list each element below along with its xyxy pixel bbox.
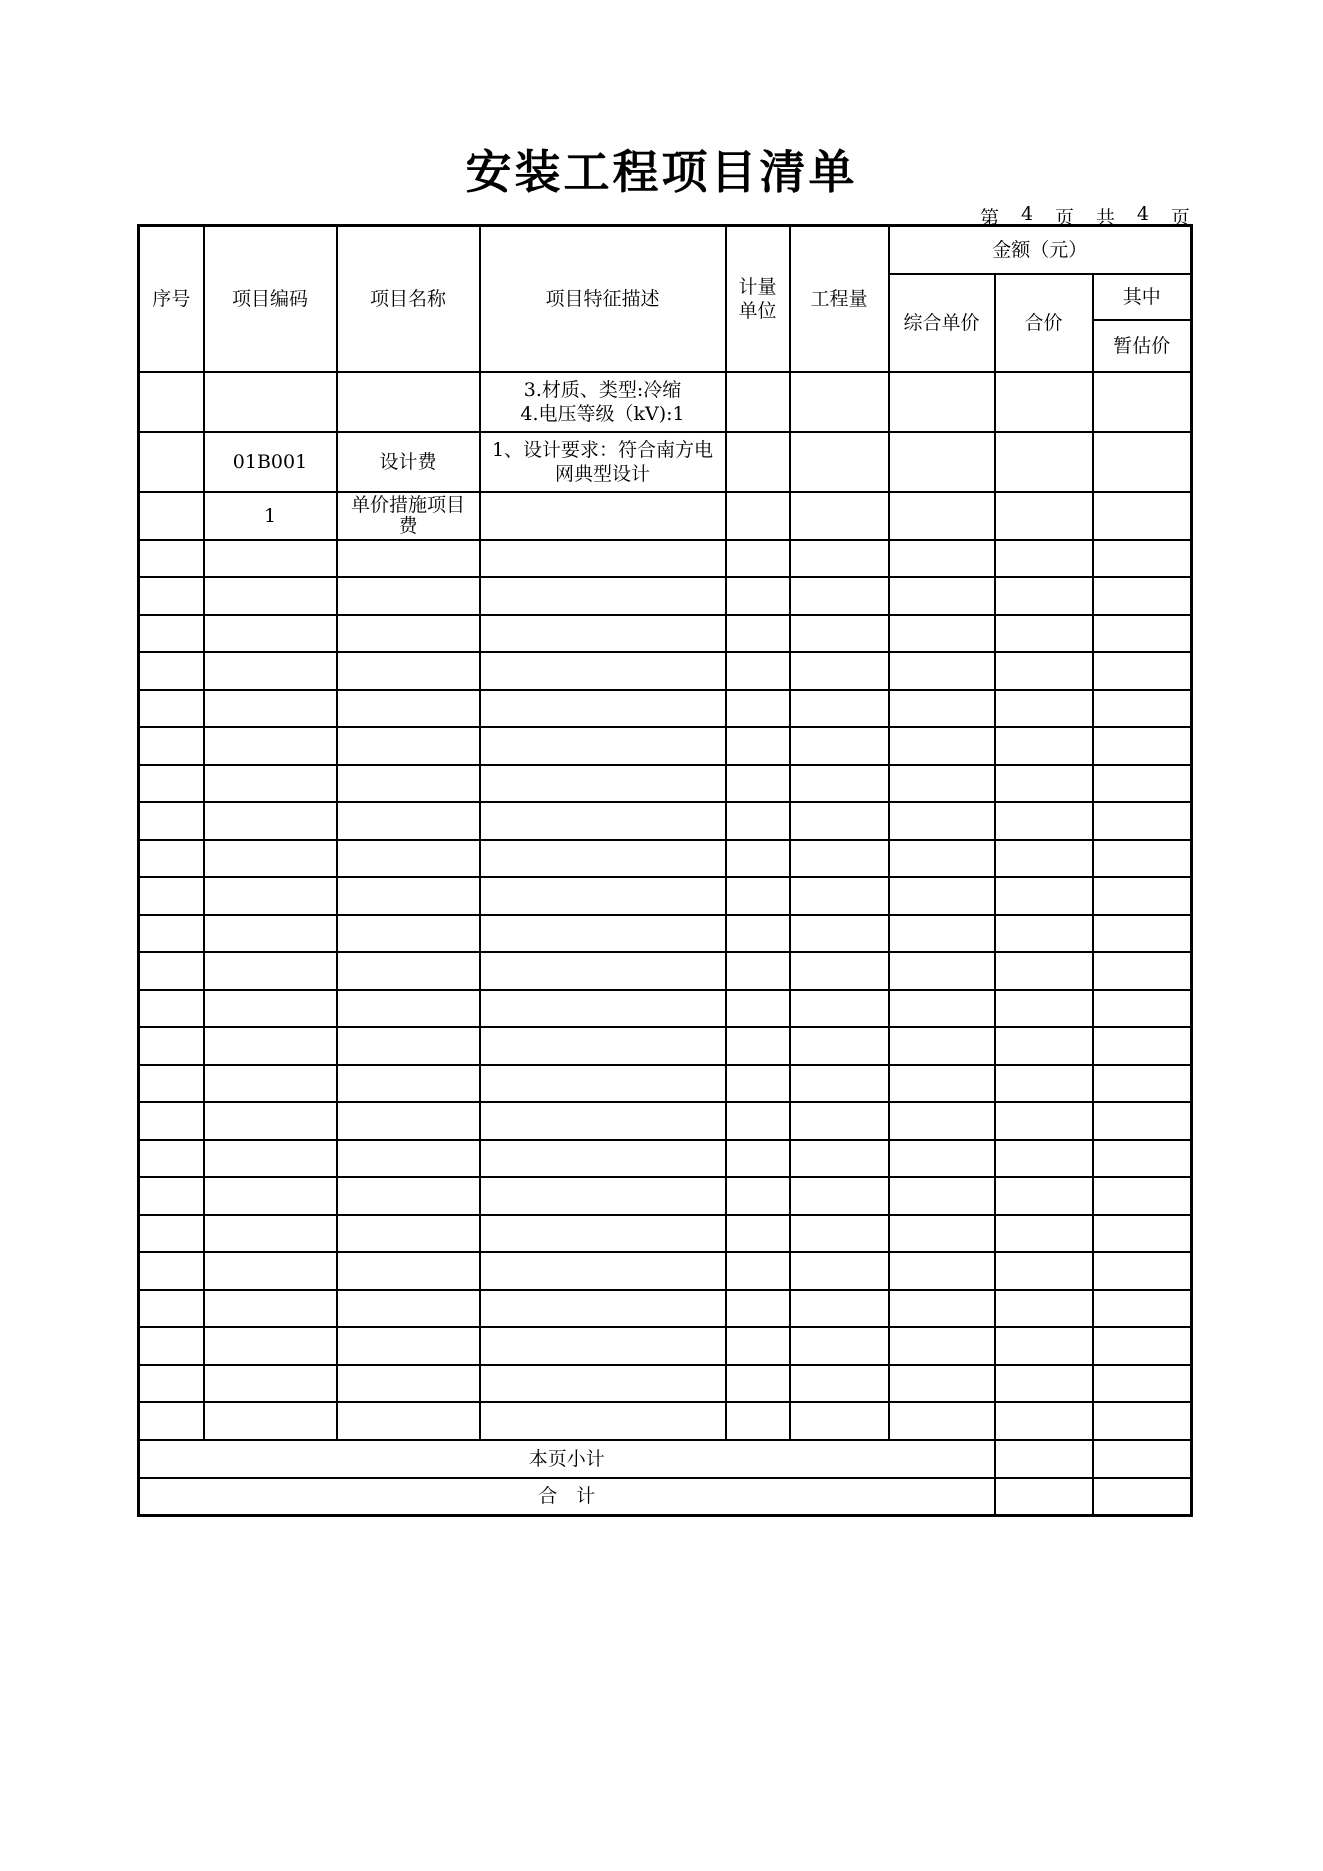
empty-cell [139,877,204,915]
empty-cell [1093,1027,1192,1065]
empty-cell [889,1365,995,1403]
empty-cell [889,1177,995,1215]
name-line: 费 [398,514,418,537]
empty-cell [337,690,480,728]
empty-row [139,540,1192,578]
empty-cell [889,540,995,578]
empty-cell [139,1177,204,1215]
empty-cell [1093,1402,1192,1440]
empty-cell [204,915,337,953]
empty-cell [337,1365,480,1403]
empty-cell [995,1177,1093,1215]
table-row [139,432,1192,492]
page-mid1: 页 [1054,207,1074,229]
empty-cell [790,577,889,615]
empty-row [139,690,1192,728]
empty-cell [790,765,889,803]
empty-cell [889,802,995,840]
empty-cell [480,727,726,765]
empty-cell [1093,1365,1192,1403]
empty-cell [995,952,1093,990]
header-name: 项目名称 [337,226,480,372]
empty-cell [790,615,889,653]
empty-cell [480,1402,726,1440]
empty-cell [204,1402,337,1440]
empty-cell [337,1402,480,1440]
empty-cell [337,877,480,915]
empty-cell [337,765,480,803]
empty-cell [337,1140,480,1178]
empty-cell [889,1065,995,1103]
empty-cell [1093,990,1192,1028]
empty-cell [337,615,480,653]
empty-cell [726,765,790,803]
empty-cell [1093,802,1192,840]
empty-cell [139,1327,204,1365]
empty-cell [337,1215,480,1253]
desc-line: 3.材质、类型:冷缩 [523,378,682,401]
empty-cell [726,1327,790,1365]
empty-row [139,952,1192,990]
empty-cell [337,577,480,615]
empty-cell [480,990,726,1028]
empty-cell [726,990,790,1028]
empty-cell [1093,1290,1192,1328]
cell-code: 1 [204,492,337,540]
empty-cell [726,690,790,728]
table-row [139,492,1192,540]
empty-row [139,1252,1192,1290]
header-unit: 计量单位 [726,226,790,372]
empty-cell [204,1027,337,1065]
page-subtotal-provisional [1093,1440,1192,1478]
empty-row [139,1027,1192,1065]
cell-seq [139,432,204,492]
empty-cell [726,1365,790,1403]
empty-cell [726,1027,790,1065]
empty-cell [139,690,204,728]
empty-cell [480,1065,726,1103]
empty-cell [790,1327,889,1365]
empty-cell [790,652,889,690]
empty-row [139,915,1192,953]
empty-cell [337,727,480,765]
empty-cell [204,765,337,803]
empty-cell [995,990,1093,1028]
empty-cell [1093,1252,1192,1290]
empty-cell [995,915,1093,953]
empty-cell [790,1140,889,1178]
page-subtotal-value [995,1440,1093,1478]
empty-cell [480,915,726,953]
empty-cell [1093,727,1192,765]
empty-cell [1093,577,1192,615]
empty-cell [726,802,790,840]
empty-cell [790,1402,889,1440]
empty-cell [1093,540,1192,578]
empty-cell [889,1252,995,1290]
page-suffix: 页 [1170,207,1190,229]
empty-cell [790,877,889,915]
empty-cell [139,1215,204,1253]
empty-row [139,1327,1192,1365]
empty-cell [337,1252,480,1290]
empty-cell [995,540,1093,578]
empty-row [139,1402,1192,1440]
grand-total-label: 合 计 [139,1478,995,1516]
empty-cell [1093,1102,1192,1140]
empty-cell [790,1102,889,1140]
cell-name [337,372,480,432]
subtotal-row [139,1440,1192,1478]
empty-cell [480,577,726,615]
empty-cell [1093,1327,1192,1365]
empty-cell [726,915,790,953]
empty-cell [726,1140,790,1178]
empty-row [139,1102,1192,1140]
empty-row [139,840,1192,878]
header-qty: 工程量 [790,226,889,372]
empty-cell [995,577,1093,615]
empty-cell [726,540,790,578]
empty-cell [480,1365,726,1403]
empty-cell [480,690,726,728]
empty-cell [889,840,995,878]
empty-cell [337,1065,480,1103]
empty-cell [790,540,889,578]
empty-cell [480,840,726,878]
empty-cell [790,1252,889,1290]
empty-cell [480,877,726,915]
desc-line: 4.电压等级（kV):1 [520,402,685,425]
empty-cell [889,1215,995,1253]
empty-cell [204,1177,337,1215]
empty-cell [995,1290,1093,1328]
page-title: 安装工程项目清单 [465,145,858,199]
empty-cell [1093,1140,1192,1178]
empty-row [139,1290,1192,1328]
empty-cell [139,1027,204,1065]
page-prefix: 第 [980,207,1000,229]
empty-cell [139,802,204,840]
empty-cell [790,915,889,953]
empty-cell [480,1252,726,1290]
empty-cell [995,1402,1093,1440]
empty-cell [995,1215,1093,1253]
empty-cell [889,1402,995,1440]
empty-cell [726,1402,790,1440]
empty-cell [480,652,726,690]
empty-cell [337,952,480,990]
empty-cell [995,802,1093,840]
empty-cell [726,1065,790,1103]
empty-cell [337,1027,480,1065]
empty-cell [889,652,995,690]
empty-cell [726,652,790,690]
empty-cell [480,615,726,653]
empty-cell [726,1252,790,1290]
empty-cell [139,1402,204,1440]
empty-cell [204,577,337,615]
empty-cell [139,1252,204,1290]
cell-seq [139,492,204,540]
empty-cell [337,915,480,953]
empty-cell [480,1327,726,1365]
empty-cell [139,765,204,803]
empty-cell [337,802,480,840]
cell-code [204,372,337,432]
empty-cell [204,1102,337,1140]
empty-cell [204,1215,337,1253]
empty-cell [790,1065,889,1103]
empty-cell [204,690,337,728]
empty-cell [1093,840,1192,878]
empty-cell [139,840,204,878]
empty-cell [790,1215,889,1253]
empty-cell [337,540,480,578]
empty-cell [337,652,480,690]
empty-cell [204,1065,337,1103]
empty-cell [889,915,995,953]
page-subtotal-label: 本页小计 [139,1440,995,1478]
empty-cell [889,1140,995,1178]
empty-cell [204,652,337,690]
empty-cell [204,727,337,765]
cell-desc [480,372,726,432]
page-current: 4 [1020,203,1034,225]
empty-cell [889,765,995,803]
empty-cell [204,802,337,840]
header-total-price: 合价 [995,274,1093,372]
page-mid2: 共 [1095,207,1115,229]
empty-cell [995,1327,1093,1365]
empty-cell [337,1290,480,1328]
empty-cell [204,1365,337,1403]
empty-cell [139,952,204,990]
empty-cell [204,540,337,578]
empty-cell [726,727,790,765]
empty-cell [1093,952,1192,990]
header-amount: 金额（元） [889,226,1192,274]
header-of-which: 其中 [1093,274,1192,320]
empty-row [139,802,1192,840]
empty-row [139,727,1192,765]
empty-cell [204,1252,337,1290]
empty-cell [337,1177,480,1215]
empty-cell [790,990,889,1028]
header-provisional: 暂估价 [1093,320,1192,372]
empty-cell [204,1327,337,1365]
empty-cell [726,1102,790,1140]
empty-cell [995,765,1093,803]
table-row [139,372,1192,432]
empty-cell [995,1365,1093,1403]
empty-cell [139,915,204,953]
empty-cell [726,877,790,915]
header-unit-price: 综合单价 [889,274,995,372]
empty-row [139,1215,1192,1253]
empty-cell [204,1140,337,1178]
empty-cell [139,577,204,615]
empty-cell [889,690,995,728]
empty-cell [1093,1065,1192,1103]
empty-row [139,1365,1192,1403]
empty-cell [480,1215,726,1253]
empty-cell [1093,652,1192,690]
empty-cell [995,1065,1093,1103]
empty-cell [480,1102,726,1140]
empty-cell [337,1102,480,1140]
empty-cell [995,840,1093,878]
empty-cell [790,1365,889,1403]
empty-cell [1093,915,1192,953]
empty-cell [139,727,204,765]
cell-name: 设计费 [337,432,480,492]
empty-cell [889,1327,995,1365]
empty-row [139,765,1192,803]
cell-name [337,492,480,540]
empty-cell [139,615,204,653]
empty-cell [726,615,790,653]
empty-cell [889,952,995,990]
empty-cell [139,1140,204,1178]
empty-cell [139,1102,204,1140]
empty-cell [995,727,1093,765]
empty-cell [995,1252,1093,1290]
empty-cell [790,802,889,840]
empty-row [139,1177,1192,1215]
empty-cell [790,1290,889,1328]
cell-desc [480,432,726,492]
empty-cell [204,615,337,653]
empty-cell [726,577,790,615]
header-desc: 项目特征描述 [480,226,726,372]
empty-row [139,990,1192,1028]
empty-cell [139,1290,204,1328]
empty-cell [480,802,726,840]
empty-cell [790,690,889,728]
empty-cell [480,540,726,578]
empty-cell [1093,690,1192,728]
empty-cell [480,1027,726,1065]
empty-cell [337,990,480,1028]
empty-cell [1093,765,1192,803]
empty-row [139,577,1192,615]
desc-line: 1、设计要求：符合南方电 [491,438,714,461]
empty-cell [139,540,204,578]
empty-row [139,615,1192,653]
empty-cell [889,990,995,1028]
total-row [139,1478,1192,1516]
empty-cell [480,1140,726,1178]
empty-cell [480,1290,726,1328]
empty-cell [995,615,1093,653]
empty-cell [726,840,790,878]
empty-cell [480,1177,726,1215]
header-seq: 序号 [139,226,204,372]
empty-cell [889,1102,995,1140]
desc-line: 网典型设计 [554,462,650,485]
empty-cell [139,1365,204,1403]
header-code: 项目编码 [204,226,337,372]
empty-cell [139,652,204,690]
empty-cell [480,952,726,990]
page-total: 4 [1136,203,1149,225]
empty-cell [204,990,337,1028]
empty-cell [995,1140,1093,1178]
empty-cell [204,877,337,915]
empty-cell [889,727,995,765]
empty-cell [995,652,1093,690]
empty-cell [1093,615,1192,653]
grand-total-value [995,1478,1093,1516]
empty-cell [889,577,995,615]
empty-cell [139,990,204,1028]
empty-cell [1093,1177,1192,1215]
empty-cell [889,877,995,915]
grand-total-provisional [1093,1478,1192,1516]
empty-row [139,1065,1192,1103]
name-line: 单价措施项目 [350,493,465,516]
cell-desc [480,492,726,540]
empty-cell [204,840,337,878]
bill-table [137,224,1193,1517]
empty-cell [204,1290,337,1328]
empty-cell [889,1290,995,1328]
empty-cell [1093,877,1192,915]
empty-cell [204,952,337,990]
empty-cell [480,765,726,803]
empty-cell [889,615,995,653]
empty-cell [337,1327,480,1365]
empty-cell [790,840,889,878]
cell-seq [139,372,204,432]
empty-row [139,877,1192,915]
empty-cell [995,690,1093,728]
empty-cell [726,1215,790,1253]
empty-cell [726,1177,790,1215]
empty-cell [1093,1215,1192,1253]
empty-row [139,652,1192,690]
empty-row [139,1140,1192,1178]
empty-cell [790,1027,889,1065]
empty-cell [995,1027,1093,1065]
empty-cell [889,1027,995,1065]
cell-code: 01B001 [204,432,337,492]
empty-cell [726,952,790,990]
empty-cell [790,952,889,990]
empty-cell [337,840,480,878]
empty-cell [995,1102,1093,1140]
empty-cell [790,1177,889,1215]
empty-cell [726,1290,790,1328]
empty-cell [139,1065,204,1103]
empty-cell [995,877,1093,915]
empty-cell [790,727,889,765]
